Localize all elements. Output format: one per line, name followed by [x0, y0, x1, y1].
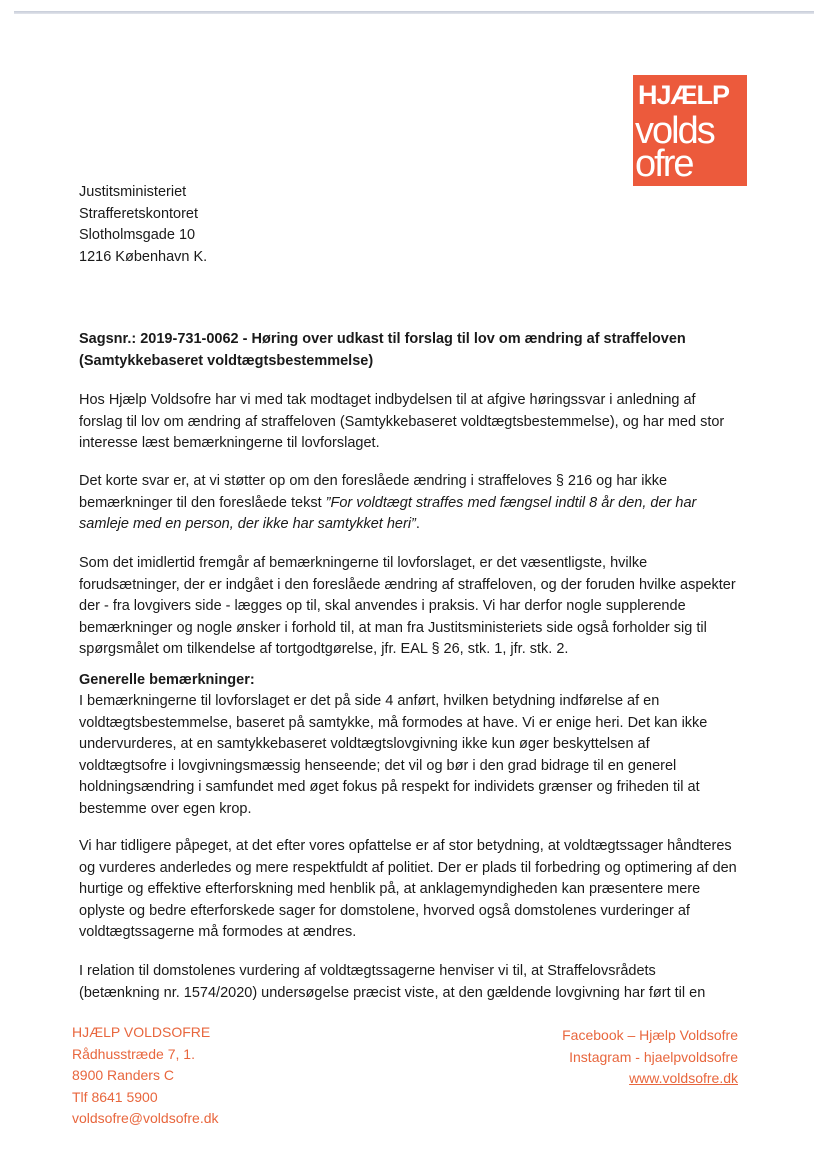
footer-facebook: Facebook – Hjælp Voldsofre	[562, 1027, 738, 1043]
paragraph-police-handling: Vi har tidligere påpeget, at det efter vores opfattelse er af stor betydning, at voldtægtssager håndteres og vurderes anderledes og mere respektfuldt af politiet. Der er plads til forbedring og optimering af den hurtige og effektive efterforskning med henblik på, at anklagemyndigheden kan præsentere mere oplyste og bedre efterforskede sager for domstolene, hvorved også domstolenes vurderinger af voldtægtssagerne må formodes at ændres.	[79, 838, 737, 940]
logo-line-3: ofre	[635, 143, 693, 185]
paragraph-general-remarks: I bemærkningerne til lovforslaget er det på side 4 anført, hvilken betydning indførelse af en voldtægtsbestemmelse, baseret på samtykke, må formodes at have. Vi er enige heri. Det kan ikke undervurderes, at en samtykkebaseret voldtægtslovgivning ikke kun øger beskyttelsen af voldtægtsofre i lovgivningsmæssig henseende; det vil og bør i den grad bidrage til en generel holdningsændring i samfundet med øget fokus på respekt for individets grænser og friheden til at bestemme over egen krop.	[79, 693, 708, 817]
section-heading: Generelle bemærkninger:	[79, 672, 255, 688]
footer-city: 8900 Randers C	[72, 1067, 174, 1083]
paragraph-intro: Hos Hjælp Voldsofre har vi med tak modtaget indbydelsen til at afgive høringssvar i anledning af forslag til lov om ændring af straffeloven (Samtykkebaseret voldtægtsbestemmelse), og har med stor interesse læst bemærkningerne til lovforslaget.	[79, 392, 725, 451]
footer-org-name: HJÆLP VOLDSOFRE	[72, 1024, 211, 1040]
short-answer-end: .	[415, 516, 420, 532]
scan-edge	[14, 11, 814, 14]
footer-website-link[interactable]: www.voldsofre.dk	[629, 1070, 738, 1086]
recipient-line: 1216 København K.	[79, 248, 208, 265]
paragraph-court-assessment: I relation til domstolenes vurdering af voldtægtssagerne henviser vi til, at Straffelovsrådets (betænkning nr. 1574/2020) undersøgelse præcist viste, at den gældende lovgivning har ført til en	[79, 963, 706, 1001]
logo-line-2: volds	[635, 110, 714, 152]
recipient-line: Slotholmsgade 10	[79, 227, 196, 243]
footer-social	[562, 1025, 738, 1090]
footer-instagram: Instagram - hjaelpvoldsofre	[569, 1048, 738, 1065]
footer-street: Rådhusstræde 7, 1.	[72, 1045, 195, 1062]
hjaelp-voldsofre-logo	[633, 75, 747, 186]
quoted-provision: ”For voldtægt straffes med fængsel indtil 8 år den, der har samleje med en person, der ikke har samtykket heri”	[79, 494, 697, 532]
footer-phone: Tlf 8641 5900	[72, 1088, 158, 1105]
paragraph-assumptions: Som det imidlertid fremgår af bemærkningerne til lovforslaget, er det væsentligste, hvilke forudsætninger, der er indgået i den foreslåede ændring af straffeloven, og der foruden hvilke aspekter der - fra lovgivers side - lægges op til, skal anvendes i praksis. Vi har derfor nogle supplerende bemærkninger og nogle ønsker i forhold til, at man fra Justitsministeriets side også forholder sig til spørgsmålet om tilkendelse af tortgodtgørelse, jfr. EAL § 26, stk. 1, jfr. stk. 2.	[79, 555, 736, 657]
recipient-line: Strafferetskontoret	[79, 205, 199, 222]
subject-line-1: Sagsnr.: 2019-731-0062 - Høring over udkast til forslag til lov om ændring af straffeloven	[79, 331, 686, 347]
recipient-address	[79, 182, 207, 268]
paragraph-short-answer	[79, 471, 739, 536]
subject-line-2: (Samtykkebaseret voldtægtsbestemmelse)	[79, 352, 374, 369]
footer-email: voldsofre@voldsofre.dk	[72, 1110, 219, 1126]
logo-line-1: HJÆLP	[638, 80, 730, 110]
footer-contact	[72, 1022, 219, 1130]
recipient-line: Justitsministeriet	[79, 184, 187, 200]
short-answer-text: Det korte svar er, at vi støtter op om den foreslåede ændring i straffeloves § 216 og har ikke bemærkninger til den foreslåede tekst	[79, 473, 668, 511]
subject-line	[79, 329, 739, 372]
